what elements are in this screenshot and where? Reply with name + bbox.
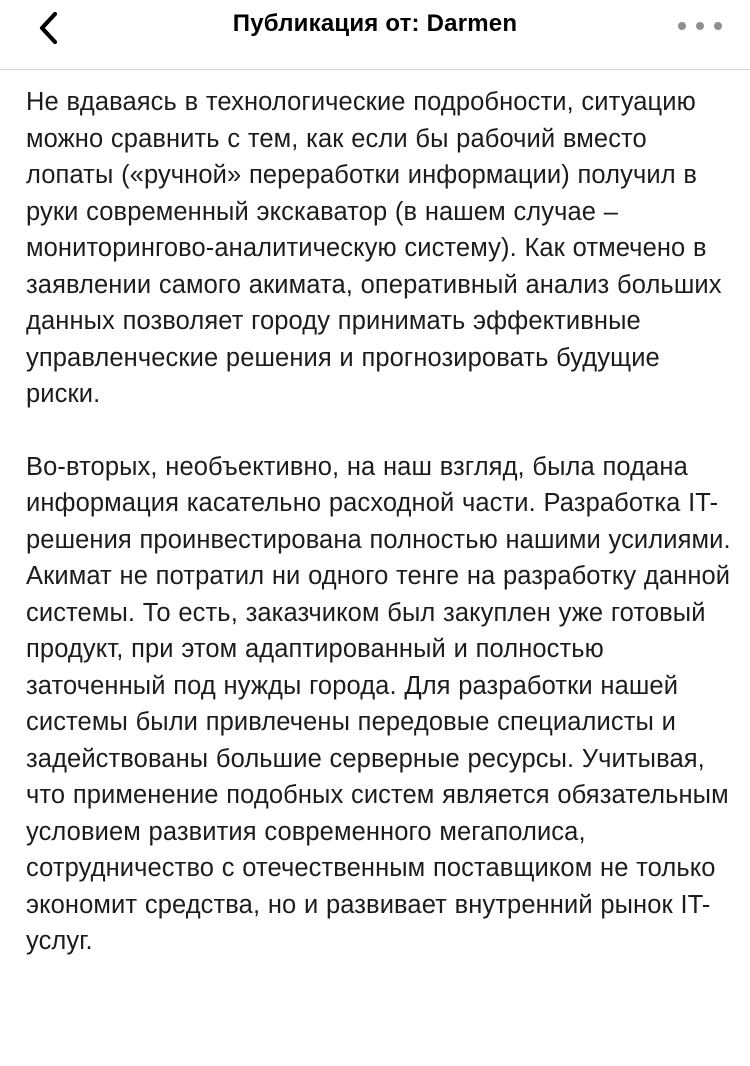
- post-paragraph: Не вдаваясь в технологические подробности, ситуацию можно сравнить с тем, как если бы рабочий вместо лопаты («ручной» переработки информации) получил в руки современный экскаватор (в нашем случае – мониторингово-аналитическую систему). Как отмечено в заявлении самого акимата, оперативный анализ больших данных позволяет городу принимать эффективные управленческие решения и прогнозировать будущие риски.: [26, 88, 722, 408]
- ellipsis-dot: [714, 22, 722, 30]
- page-title: Публикация от: Darmen: [232, 10, 518, 37]
- ellipsis-dot: [696, 22, 704, 30]
- ellipsis-icon: [678, 22, 686, 30]
- more-options-button[interactable]: [678, 12, 722, 40]
- navigation-bar: [0, 0, 750, 70]
- post-paragraph: Во-вторых, необъективно, на наш взгляд, была подана информация касательно расходной части. Разработка IT-решения проинвестирована полностью нашими усилиями. Акимат не потратил ни одного тенге на разработку данной системы. То есть, заказчиком был закуплен уже готовый продукт, при этом адаптированный и полностью заточенный под нужды города. Для разработки нашей системы были привлечены передовые специалисты и задействованы большие серверные ресурсы. Учитывая, что применение подобных систем является обязательным условием развития современного мегаполиса, сотрудничество с отечественным поставщиком не только экономит средства, но и развивает внутренний рынок IT-услуг.: [26, 452, 731, 955]
- post-body: [26, 84, 731, 960]
